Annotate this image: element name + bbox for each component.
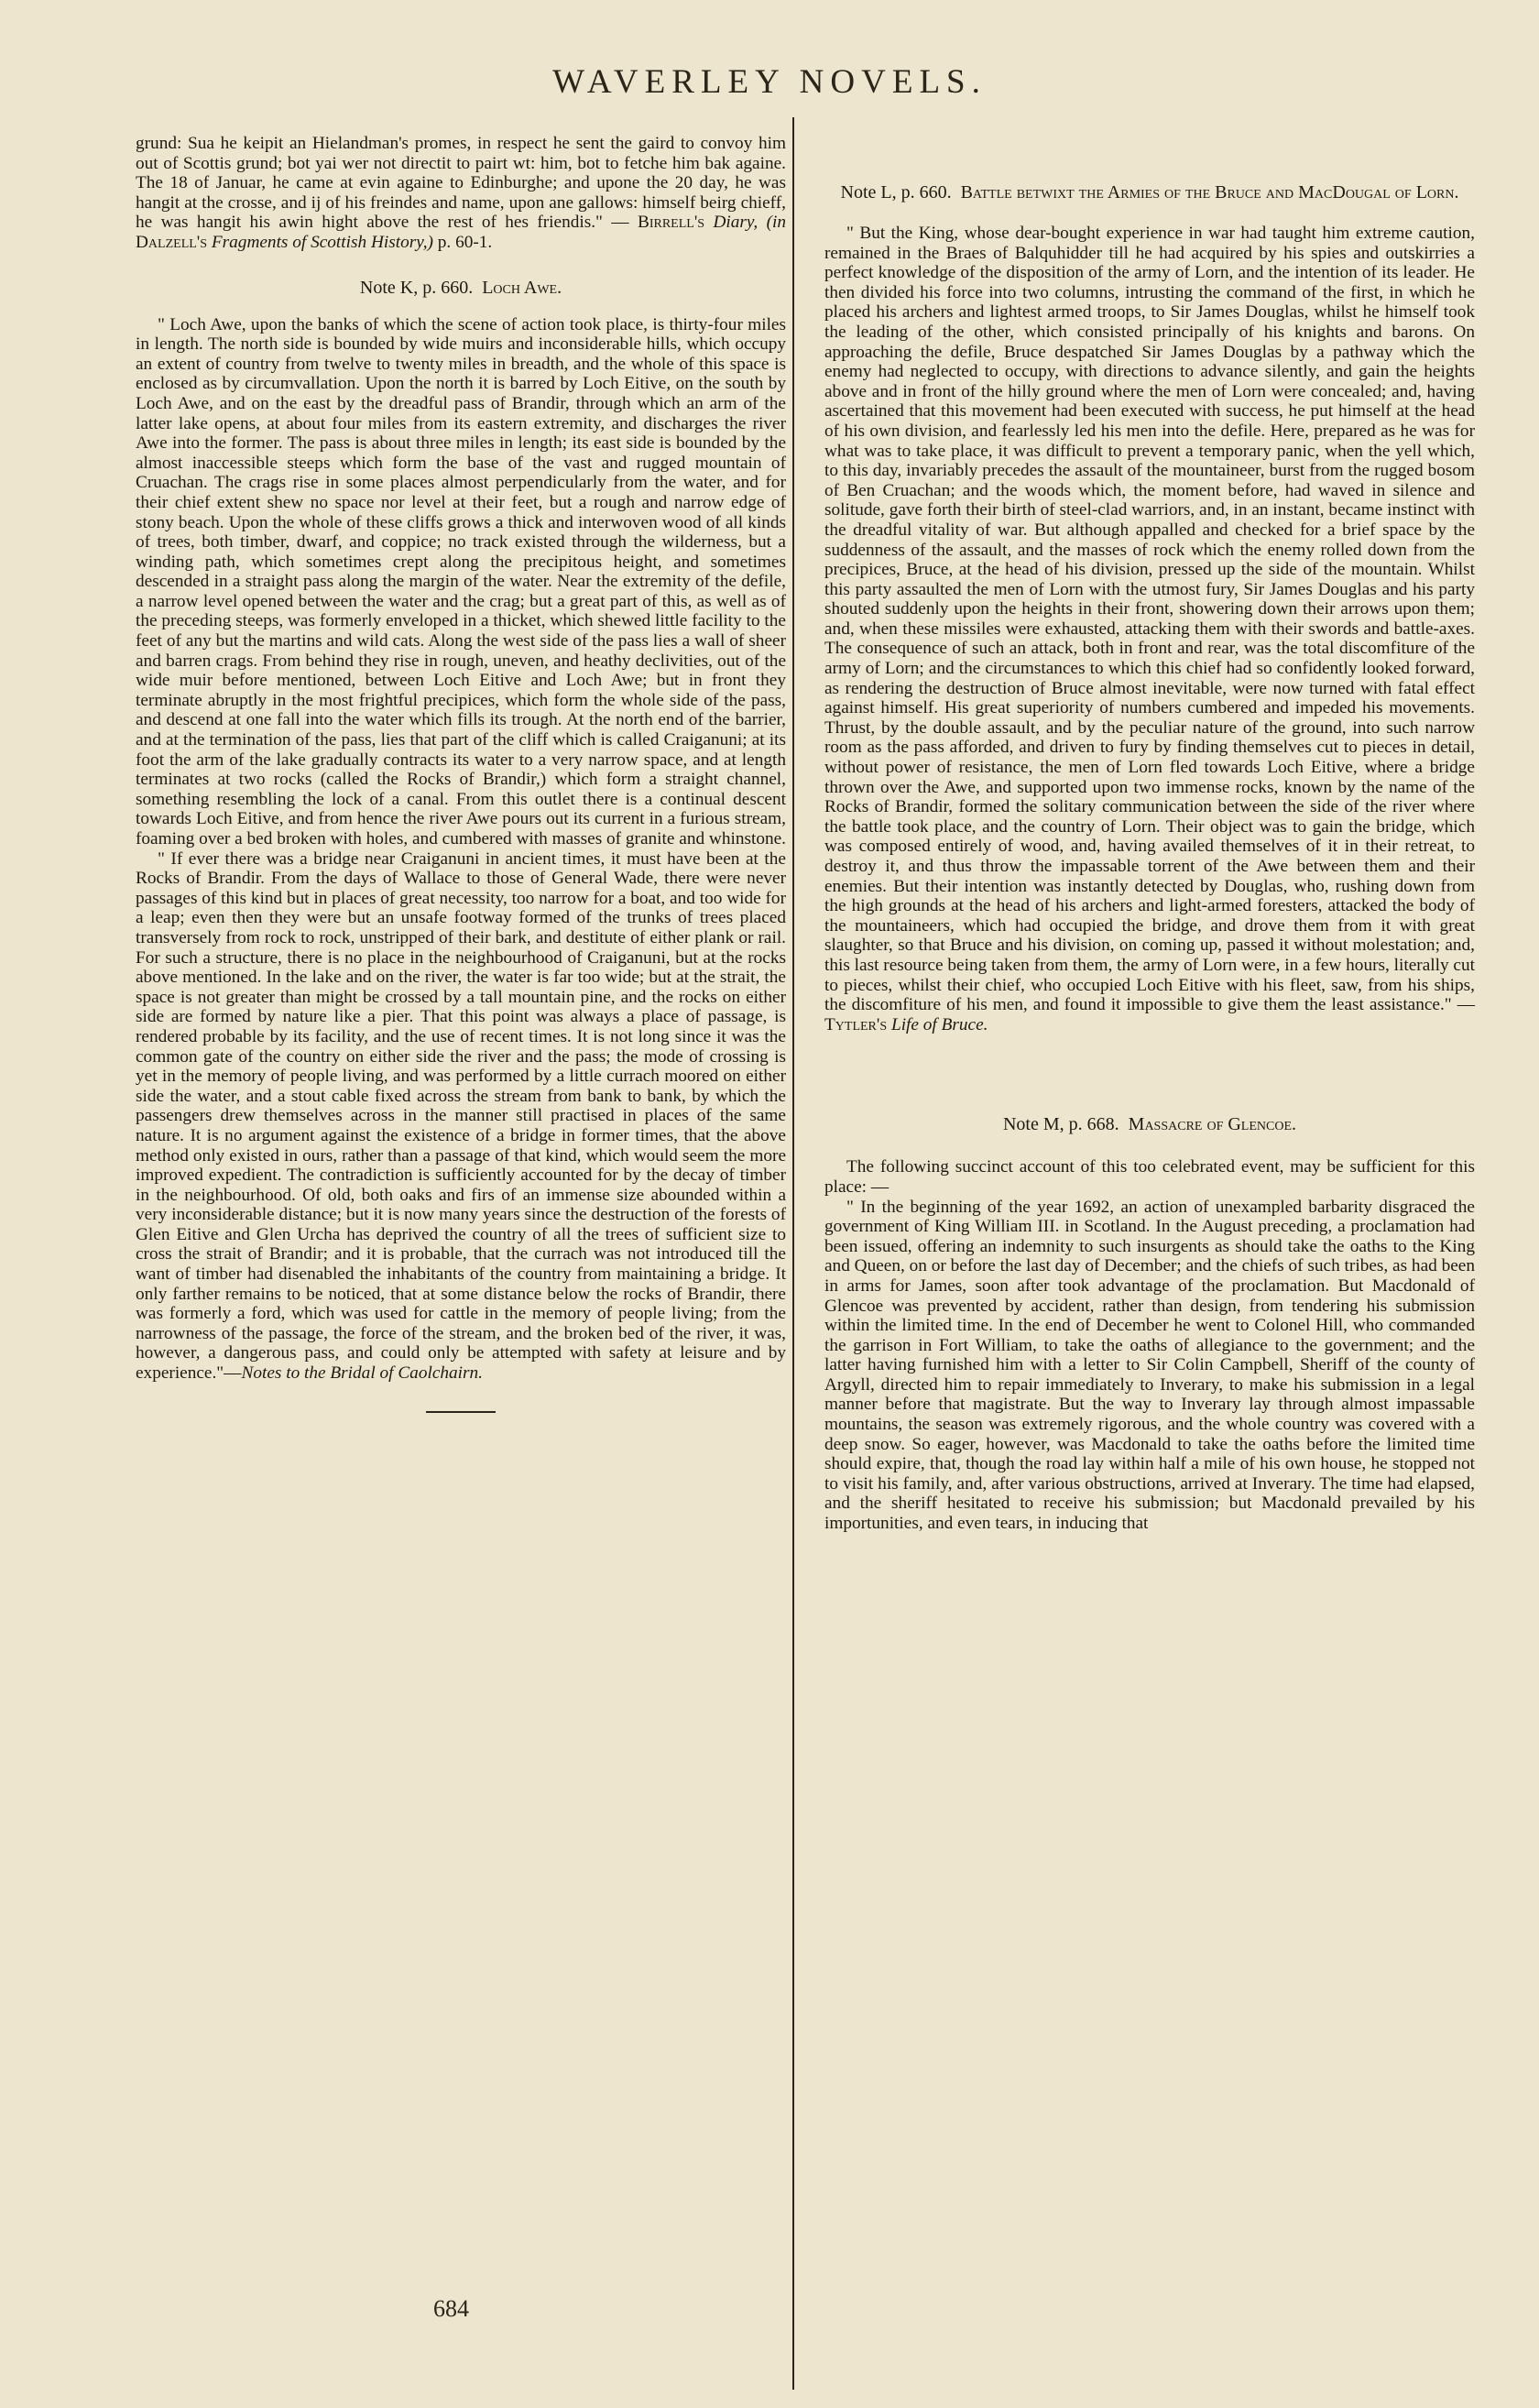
note-l-heading bbox=[824, 181, 1475, 203]
note-l-ref: Note L, p. 660. bbox=[840, 182, 952, 202]
source-author: Birrell's bbox=[637, 213, 714, 233]
source-title: Diary, (in bbox=[713, 213, 787, 233]
source-work: Fragments of Scottish History,) bbox=[207, 232, 433, 252]
source-notes-bridal: Notes to the Bridal of Caolchairn. bbox=[241, 1363, 483, 1384]
note-k-ref: Note K, p. 660. bbox=[359, 277, 474, 298]
source-pages: p. 60-1. bbox=[432, 232, 493, 252]
paragraph-glencoe: " In the beginning of the year 1692, an action of unexampled barbarity disgraced the government of King William III. in Scotland. In the August preceding, a proclamation had been issued, offering an indemnity to such insurgents as should take the oaths to the King and Queen, on or before the last day of December; and the chiefs of such tribes, as had been in arms for James, soon after took advantage of the proclamation. But Macdonald of Glencoe was prevented by accident, rather than design, from tendering his submission within the limited time. In the end of December he went to Colonel Hill, who commanded the garrison in Fort William, to take the oaths of allegiance to the government; and the latter having furnished him with a letter to Sir Colin Campbell, Sheriff of the county of Argyll, directed him to repair immediately to Inverary, to make his submission in a legal manner before that magistrate. But the way to Inverary lay through almost impassable mountains, the season was extremely rigorous, and the whole country was covered with a deep snow. So eager, however, was Macdonald to take the oaths before the limited time should expire, that, though the road lay within half a mile of his own house, he stopped not to visit his family, and, after various obstructions, arrived at Inverary. The time had elapsed, and the sheriff hesitated to receive his submission; but Macdonald prevailed by his importunities, and even tears, in inducing that bbox=[824, 1197, 1475, 1534]
source-tytler: Tytler's bbox=[824, 1014, 888, 1034]
note-m-title: Massacre of Glencoe. bbox=[1128, 1114, 1297, 1135]
right-column bbox=[824, 130, 1475, 2265]
section-end-rule bbox=[426, 1411, 496, 1413]
note-m-heading bbox=[824, 1113, 1475, 1135]
paragraph-loch-awe: " Loch Awe, upon the banks of which the scene of action took place, is thirty-four miles in length. The north side is bounded by wide muirs and inconsiderable hills, which occupy an extent of country from twelve to twenty miles in breadth, and the whole of this space is enclosed as by circumvallation. Upon the north it is barred by Loch Eitive, on the south by Loch Awe, and on the east by the dreadful pass of Brandir, through which an arm of the latter lake opens, at about four miles from its eastern extremity, and discharges the river Awe into the former. The pass is about three miles in length; its east side is bounded by the almost inaccessible steeps which form the base of the vast and rugged mountain of Cruachan. The crags rise in some places almost perpendicularly from the water, and for their chief extent shew no space nor level at their feet, but a rough and narrow edge of stony beach. Upon the whole of these cliffs grows a thick and interwoven wood of all kinds of trees, both timber, dwarf, and coppice; no track existed through the wilderness, but a winding path, which sometimes crept along the precipitous height, and sometimes descended in a straight pass along the margin of the water. Near the extremity of the defile, a narrow level opened between the water and the crag; but a great part of this, as well as of the preceding steeps, was formerly enveloped in a thicket, which shewed little facility to the feet of any but the martins and wild cats. Along the west side of the pass lies a wall of sheer and barren crags. From behind they rise in rough, uneven, and heathy declivities, out of the wide muir before mentioned, between Loch Eitive and Loch Awe; but in front they terminate abruptly in the most frightful precipices, which form the whole side of the pass, and descend at one fall into the water which fills its trough. At the north end of the barrier, and at the termination of the pass, lies that part of the cliff which is called Craiganuni; at its foot the arm of the lake gradually contracts its water to a very narrow space, and at length terminates at two rocks (called the Rocks of Brandir,) which form a straight channel, something resembling the lock of a canal. From this outlet there is a continual descent towards Loch Eitive, and from hence the river Awe pours out its current in a furious stream, foaming over a bed broken with holes, and cumbered with masses of granite and whinstone. bbox=[136, 314, 787, 848]
note-k-title: Loch Awe. bbox=[482, 277, 562, 298]
source-editor: Dalzell's bbox=[136, 232, 208, 252]
paragraph-birrell-quote: grund: Sua he keipit an Hielandman's promes, in respect he sent the gaird to convoy him out of Scottis grund; bot yai wer not directit to pairt wt: him, bot to fetche him bak againe. The 18 of Januar, he came at evin againe to Edinburghe; and upone the 20 day, he was hangit at the crosse, and ij of his freindes and name, upon ane gallows: himself beirg chieff, he was hangit his awin hight above the rest of hes friendis." — Birrell's Diary, (in Dalzell's Fragments of Scottish History,) p. 60-1. bbox=[136, 134, 787, 252]
note-l-title: Battle betwixt the Armies of the Bruce and MacDougal of Lorn. bbox=[960, 182, 1459, 202]
note-k-heading bbox=[136, 277, 786, 299]
note-m-ref: Note M, p. 668. bbox=[1002, 1114, 1119, 1135]
paragraph-succinct-account: The following succinct account of this too celebrated event, may be sufficient for this place: — bbox=[824, 1157, 1475, 1197]
page-number: 684 bbox=[433, 2295, 469, 2322]
left-column bbox=[136, 134, 786, 2212]
column-divider bbox=[792, 117, 794, 2390]
paragraph-battle: " But the King, whose dear-bought experience in war had taught him extreme caution, remained in the Braes of Balquhidder till he had acquired by his spies and outskirries a perfect knowledge of the disposition of the army of Lorn, and the intention of its leader. He then divided his force into two columns, intrusting the command of the first, in which he placed his archers and lightest armed troops, to Sir James Douglas, whilst he himself took the leading of the other, which consisted principally of his knights and barons. On approaching the defile, Bruce despatched Sir James Douglas by a pathway which the enemy had neglected to occupy, with directions to advance silently, and gain the heights above and in front of the hilly ground where the men of Lorn were concealed; and, having ascertained that this movement had been executed with success, he put himself at the head of his own division, and fearlessly led his men into the defile. Here, prepared as he was for what was to take place, it was difficult to prevent a temporary panic, when the yell which, to this day, invariably precedes the assault of the mountaineer, burst from the rugged bosom of Ben Cruachan; and the woods which, the moment before, had waved in silence and solitude, gave forth their birth of steel-clad warriors, and, in an instant, became instinct with the dreadful vitality of war. But although appalled and checked for a brief space by the suddenness of the assault, and the masses of rock which the enemy rolled down from the precipices, Bruce, at the head of his division, pressed up the side of the mountain. Whilst this party assaulted the men of Lorn with the utmost fury, Sir James Douglas and his party shouted suddenly upon the heights in their front, showering down their arrows upon them; and, when these missiles were exhausted, attacking them with their swords and battle-axes. The consequence of such an attack, both in front and rear, was the total discomfiture of the army of Lorn; and the circumstances to which this chief had so confidently looked forward, as rendering the destruction of Bruce almost inevitable, were now turned with fatal effect against himself. His great superiority of numbers cumbered and impeded his movements. Thrust, by the double assault, and by the peculiar nature of the ground, into such narrow room as the pass afforded, and driven to fury by finding themselves cut to pieces in detail, without power of resistance, the men of Lorn fled towards Loch Eitive, where a bridge thrown over the Awe, and supported upon two immense rocks, known by the name of the Rocks of Brandir, formed the solitary communication between the side of the river where the battle took place, and the country of Lorn. Their object was to gain the bridge, which was composed entirely of wood, and, having availed themselves of it in their retreat, to destroy it, and thus throw the impassable torrent of the Awe between them and their enemies. But their intention was instantly detected by Douglas, who, rushing down from the high grounds at the head of his archers and light-armed foresters, attacked the body of the mountaineers, which had occupied the bridge, and drove them from it with great slaughter, so that Bruce and his division, on coming up, passed it without molestation; and, this last resource being taken from them, the army of Lorn were, in a few hours, literally cut to pieces, whilst their chief, who occupied Loch Eitive with his fleet, saw, from his ships, the discomfiture of his men, and found it impossible to give them the least assistance." — Tytler's Life of Bruce. bbox=[824, 224, 1475, 1034]
paragraph-bridge: " If ever there was a bridge near Craiganuni in ancient times, it must have been at the Rocks of Brandir. From the days of Wallace to those of General Wade, there were never passages of this kind but in places of great necessity, too narrow for a boat, and too wide for a leap; even then they were but an unsafe footway formed of the trunks of trees placed transversely from rock to rock, unstripped of their bark, and destitute of either plank or rail. For such a structure, there is no place in the neighbourhood of Craiganuni, but at the rocks above mentioned. In the lake and on the river, the water is far too wide; but at the strait, the space is not greater than might be crossed by a tall mountain pine, and the rocks on either side are formed by nature like a pier. That this point was always a place of passage, is rendered probable by its facility, and the use of recent times. It is not long since it was the common gate of the country on either side the river and the pass; the mode of crossing is yet in the memory of people living, and was performed by a little currach moored on either side the water, and a stout cable fixed across the stream from bank to bank, by which the passengers drew themselves across in the manner still practised in places of the same nature. It is no argument against the existence of a bridge in former times, that the above method only existed in ours, rather than a passage of that kind, which would seem the more improved expedient. The contradiction is sufficiently accounted for by the decay of timber in the neighbourhood. Of old, both oaks and firs of an immense size abounded within a very inconsiderable distance; but it is now many years since the destruction of the forests of Glen Eitive and Glen Urcha has deprived the country of all the trees of sufficient size to cross the strait of Brandir; and it is probable, that the currach was not introduced till the want of timber had disenabled the inhabitants of the country from maintaining a bridge. It only farther remains to be noticed, that at some distance below the rocks of Brandir, there was formerly a ford, which was used for cattle in the memory of people living; from the narrowness of the passage, the force of the stream, and the broken bed of the river, it was, however, a dangerous pass, and could only be attempted with safety at leisure and by experience."—Notes to the Bridal of Caolchairn. bbox=[136, 848, 786, 1384]
running-head: WAVERLEY NOVELS. bbox=[552, 63, 987, 101]
source-life-of-bruce: Life of Bruce. bbox=[887, 1014, 988, 1034]
